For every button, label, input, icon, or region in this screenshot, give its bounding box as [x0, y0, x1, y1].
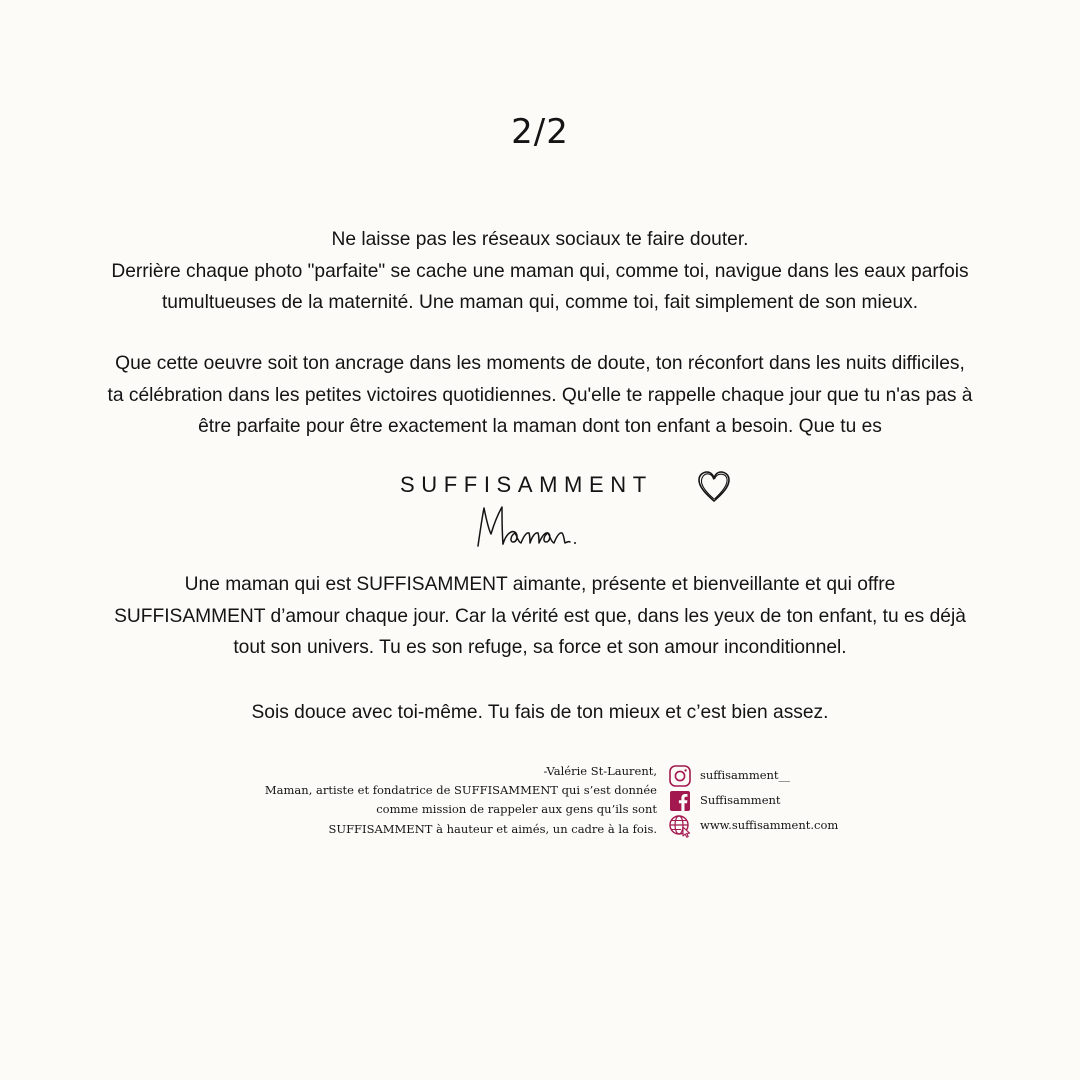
facebook-page-name: Suffisamment	[700, 793, 781, 807]
paragraph-closing	[30, 697, 1050, 729]
brand-logo	[400, 470, 740, 550]
text-line: tumultueuses de la maternité. Une maman qui, comme toi, fait simplement de son mieux.	[161, 292, 919, 313]
text-line: Ne laisse pas les réseaux sociaux te faire douter.	[331, 229, 749, 250]
author-signature	[240, 762, 657, 839]
signature-line: SUFFISAMMENT à hauteur et aimés, un cadre à la fois.	[328, 821, 657, 836]
instagram-icon	[668, 764, 692, 788]
text-line: Derrière chaque photo "parfaite" se cache une maman qui, comme toi, navigue dans les eaux parfois	[111, 260, 969, 282]
website-url: www.suffisamment.com	[700, 818, 839, 832]
text-line: tout son univers. Tu es son refuge, sa force et son amour inconditionnel.	[233, 637, 847, 658]
instagram-handle: suffisamment__	[700, 768, 791, 782]
heart-icon	[696, 470, 732, 504]
paragraph-artwork	[30, 348, 1050, 443]
signature-line: Maman, artiste et fondatrice de SUFFISAMMENT qui s’est donnée	[264, 783, 657, 798]
text-line: Sois douce avec toi-même. Tu fais de ton mieux et c’est bien assez.	[251, 702, 829, 723]
paragraph-suffisamment	[30, 569, 1050, 664]
maman-script-wordmark	[472, 502, 602, 550]
signature-line: -Valérie St-Laurent,	[543, 764, 657, 778]
globe-cursor-icon	[668, 814, 692, 838]
text-line: être parfaite pour être exactement la maman dont ton enfant a besoin. Que tu es	[198, 416, 882, 437]
text-line: Que cette oeuvre soit ton ancrage dans les moments de doute, ton réconfort dans les nuits difficiles,	[115, 353, 965, 374]
brand-word: SUFFISAMMENT	[400, 472, 653, 497]
facebook-icon	[668, 789, 692, 813]
text-line: ta célébration dans les petites victoires quotidiennes. Qu'elle te rappelle chaque jour que tu n'as pas à	[107, 384, 973, 406]
text-line: Une maman qui est SUFFISAMMENT aimante, présente et bienveillante et qui offre	[184, 574, 896, 595]
text-line: SUFFISAMMENT d’amour chaque jour. Car la vérité est que, dans les yeux de ton enfant, tu es déjà	[114, 605, 966, 627]
page-number: 2/2	[511, 112, 569, 152]
paragraph-social-media	[30, 224, 1050, 319]
signature-line: comme mission de rappeler aux gens qu’ils sont	[376, 802, 657, 817]
